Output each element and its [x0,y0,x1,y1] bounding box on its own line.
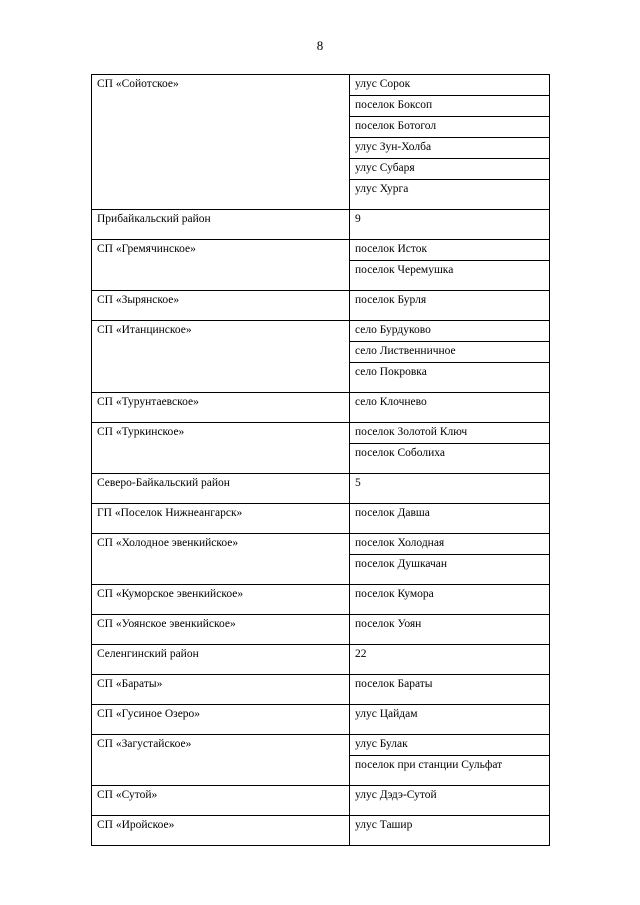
place-cell: улус Хурга [350,180,550,210]
table-row [92,423,550,444]
district-cell: СП «Гремячинское» [92,240,350,291]
place-cell: поселок Кумора [350,585,550,615]
place-cell: село Клочнево [350,393,550,423]
place-cell: поселок Холодная [350,534,550,555]
place-cell: село Лиственничное [350,342,550,363]
district-cell: СП «Холодное эвенкийское» [92,534,350,585]
table-row [92,210,550,240]
table-row [92,675,550,705]
table-row [92,393,550,423]
settlements-table [91,74,550,846]
district-cell: СП «Загустайское» [92,735,350,786]
place-cell: поселок Бурля [350,291,550,321]
place-cell: поселок Уоян [350,615,550,645]
district-cell: СП «Зырянское» [92,291,350,321]
place-cell: 5 [350,474,550,504]
district-cell: СП «Сутой» [92,786,350,816]
place-cell: улус Булак [350,735,550,756]
table-row [92,534,550,555]
table-row [92,645,550,675]
place-cell: поселок Душкачан [350,555,550,585]
district-cell: Селенгинский район [92,645,350,675]
district-cell: СП «Туркинское» [92,423,350,474]
district-cell: СП «Сойотское» [92,75,350,210]
table-row [92,75,550,96]
district-cell: СП «Турунтаевское» [92,393,350,423]
table-row [92,474,550,504]
table-row [92,816,550,846]
page-number: 8 [316,38,324,53]
place-cell: улус Дэдэ-Сутой [350,786,550,816]
place-cell: улус Сорок [350,75,550,96]
place-cell: поселок Боксоп [350,96,550,117]
district-cell: СП «Итанцинское» [92,321,350,393]
place-cell: поселок при станции Сульфат [350,756,550,786]
table-row [92,705,550,735]
table-row [92,504,550,534]
place-cell: село Бурдуково [350,321,550,342]
district-cell: ГП «Поселок Нижнеангарск» [92,504,350,534]
district-cell: СП «Куморское эвенкийское» [92,585,350,615]
table-row [92,615,550,645]
table-row [92,585,550,615]
place-cell: 22 [350,645,550,675]
place-cell: улус Цайдам [350,705,550,735]
place-cell: улус Субаря [350,159,550,180]
district-cell: СП «Иройское» [92,816,350,846]
table-row [92,786,550,816]
district-cell: СП «Уоянское эвенкийское» [92,615,350,645]
place-cell: улус Зун-Холба [350,138,550,159]
place-cell: поселок Давша [350,504,550,534]
table-row [92,321,550,342]
table-row [92,240,550,261]
place-cell: улус Ташир [350,816,550,846]
place-cell: поселок Черемушка [350,261,550,291]
place-cell: село Покровка [350,363,550,393]
place-cell: поселок Бараты [350,675,550,705]
place-cell: 9 [350,210,550,240]
district-cell: СП «Гусиное Озеро» [92,705,350,735]
table-row [92,291,550,321]
district-cell: Прибайкальский район [92,210,350,240]
district-cell: СП «Бараты» [92,675,350,705]
table-row [92,735,550,756]
place-cell: поселок Соболиха [350,444,550,474]
district-cell: Северо-Байкальский район [92,474,350,504]
place-cell: поселок Ботогол [350,117,550,138]
place-cell: поселок Золотой Ключ [350,423,550,444]
place-cell: поселок Исток [350,240,550,261]
